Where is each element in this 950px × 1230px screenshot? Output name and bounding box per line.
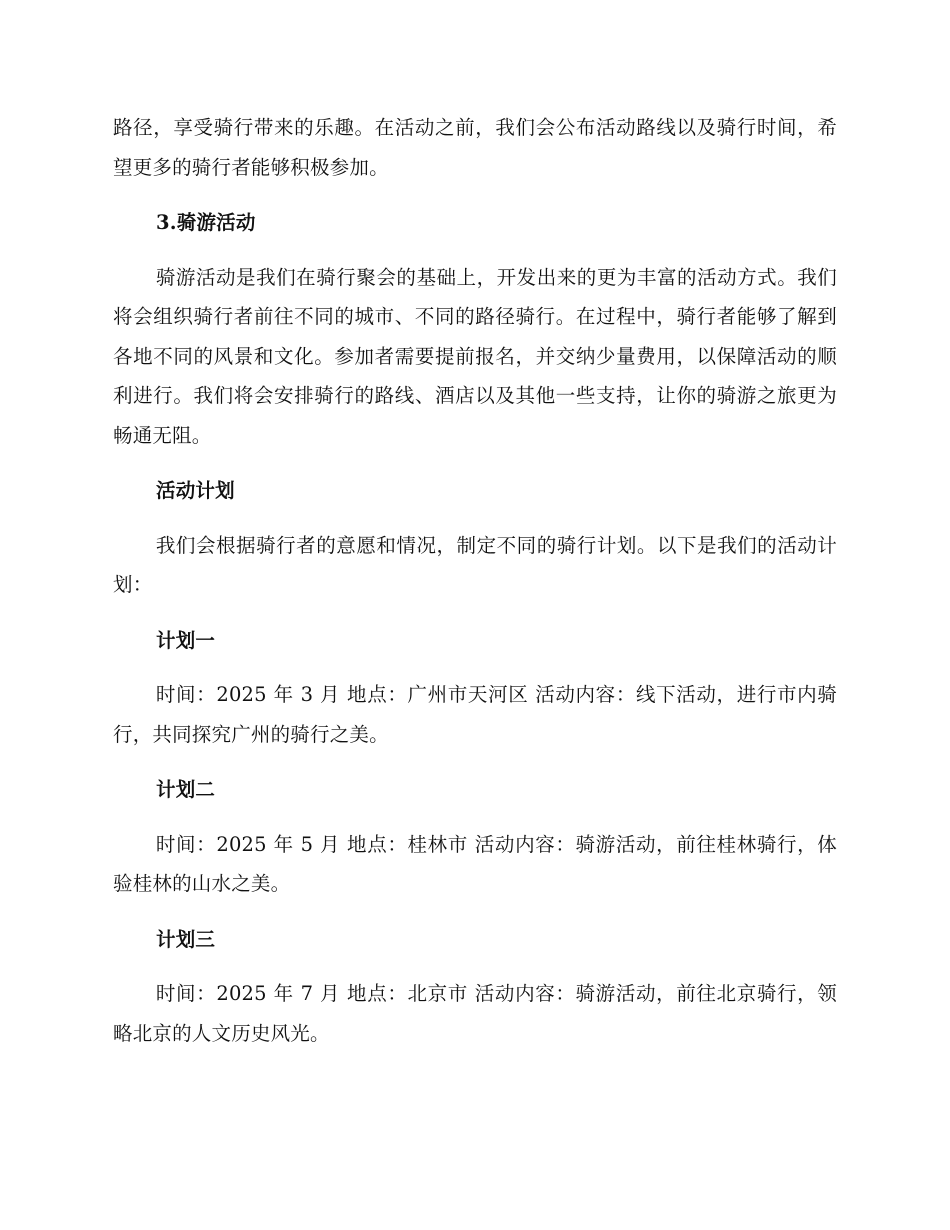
section3-heading: 3.骑游活动 — [156, 211, 256, 234]
document-body — [113, 108, 837, 1069]
activity-plan-intro-paragraph: 我们会根据骑行者的意愿和情况，制定不同的骑行计划。以下是我们的活动计划： — [113, 533, 837, 596]
plan3-heading: 计划三 — [156, 927, 216, 951]
activity-plan-heading: 活动计划 — [156, 479, 235, 502]
intro-continuation-paragraph: 路径，享受骑行带来的乐趣。在活动之前，我们会公布活动路线以及骑行时间，希望更多的骑行者能够积极参加。 — [113, 116, 837, 179]
plan1-heading: 计划一 — [156, 628, 216, 652]
plan2-heading: 计划二 — [156, 778, 216, 801]
plan3-paragraph: 时间：2025 年 7 月 地点：北京市 活动内容：骑游活动，前往北京骑行，领略北京的人文历史风光。 — [113, 982, 837, 1045]
section3-paragraph: 骑游活动是我们在骑行聚会的基础上，开发出来的更为丰富的活动方式。我们将会组织骑行者前往不同的城市、不同的路径骑行。在过程中，骑行者能够了解到各地不同的风景和文化。参加者需要提前报名，并交纳少量费用，以保障活动的顺利进行。我们将会安排骑行的路线、酒店以及其他一些支持，让你的骑游之旅更为畅通无阻。 — [113, 265, 837, 447]
plan2-paragraph: 时间：2025 年 5 月 地点：桂林市 活动内容：骑游活动，前往桂林骑行，体验桂林的山水之美。 — [113, 832, 837, 895]
plan1-paragraph: 时间：2025 年 3 月 地点：广州市天河区 活动内容：线下活动，进行市内骑行，共同探究广州的骑行之美。 — [113, 683, 837, 746]
